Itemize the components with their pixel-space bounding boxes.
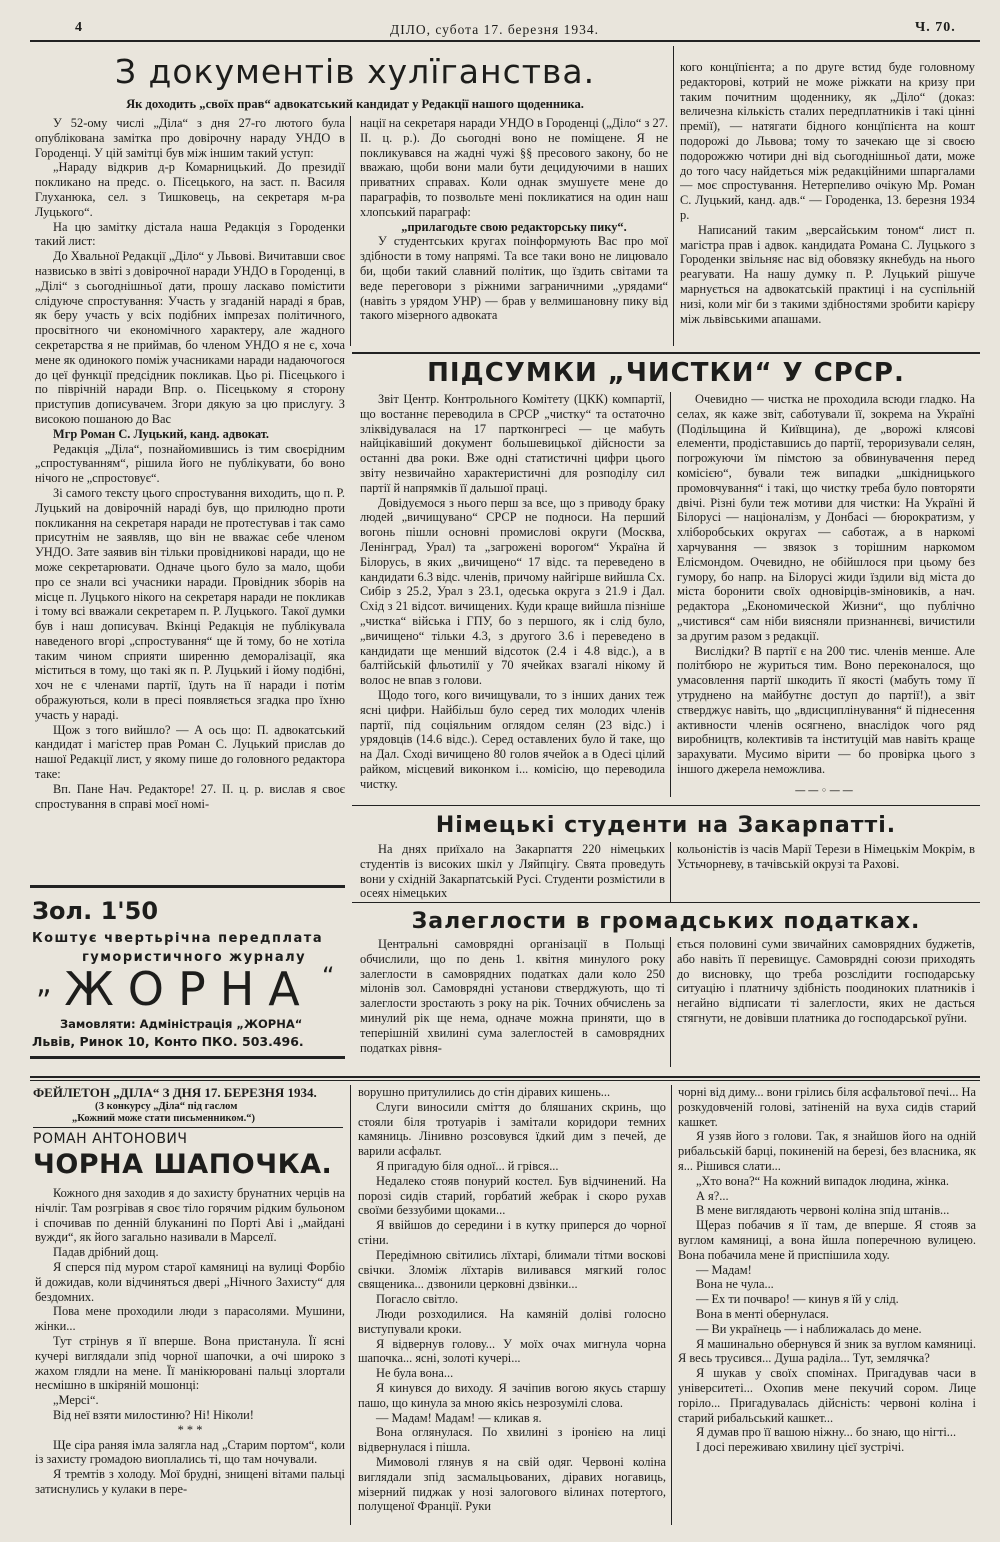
- paragraph: Вона оглянулася. По хвилині з іронією на лиці відвернулася і пішла.: [358, 1425, 666, 1455]
- feuilleton-col3: [678, 1085, 976, 1525]
- paragraph: І досі переживаю хвилину цієї зустрічі.: [696, 1440, 905, 1455]
- paragraph: кого концїпієнта; а по друге встид буде головному редакторові, котрий не може ріжкати на кризу при таким почитним щоденнику, як „Діло“ (доказ: величезна кількість сталих передплатників і такі цінні премії), — натягати бідного концїпієнта на кошт подорожі до Львова; тому то зачекаю ще зі своєю подорожжю чотири дні від сьогоднішньої дати, може до того часу найдеться між редакційними шпаргалами — моє спростування. Нетерпеливо очікую Мр. Роман С. Луцький, канд. адв.“ — Городенка, 13. березня 1934 р.: [680, 60, 975, 222]
- article2-col1: [360, 392, 665, 797]
- paragraph: Вона не чула...: [696, 1277, 774, 1292]
- column-divider: [673, 46, 674, 346]
- ad-bottom-rule: [30, 1056, 345, 1059]
- paragraph: чорні від диму... вони грілись біля асфальтової печі... На розкудовченій голові, затіненій на вуха сидів старий кашкет.: [678, 1085, 976, 1129]
- issue-number: Ч. 70.: [915, 20, 956, 35]
- paragraph: — Ви українець — і наближалась до мене.: [696, 1321, 922, 1336]
- paragraph: В мене виглядають червоні коліна зпід штанів...: [696, 1203, 950, 1218]
- feuilleton-contest-1: (З конкурсу „Діла“ під гаслом: [95, 1101, 238, 1112]
- section-rule: [352, 902, 980, 903]
- article4-title: Залеглости в громадських податках.: [411, 909, 921, 934]
- paragraph: Передімною світились лїхтарі, блимали тітми воскові свічки. Зломіж лїхтарів виливався мягкий голос священика... дзвонили церковні дзвінки...: [358, 1247, 666, 1292]
- column-divider: [671, 1085, 672, 1525]
- paragraph: Я тремтів з холоду. Мої брудні, знищені вітами пальці затиснулись у кулаки в пере-: [35, 1467, 345, 1496]
- column-divider: [670, 392, 671, 797]
- paragraph: Я ввійшов до середини і в кутку приперся до чорної стіни.: [358, 1218, 666, 1247]
- article3-col2: [677, 842, 975, 902]
- paragraph: Зі самого тексту цього спростування виходить, що п. Р. Луцький на довірочній нараді був, що прилюдно проти покликання на секретаря наради не протестував і так само присутнім не заявляв, що він не вважає себе членом УНДО. Зате заявив він тільки провідникові наради, що не може секретарювати. Одначе цього було за мало, щоби про се знали всі учасники наради. Провідник зборів на місце п. Луцького нікого на секретаря наради не покликав і тому всі вважали секретарем п. Р. Луцького. Такої думки був і наш дописувач. Вкінці Редакція не публікувала наведеного вгорі „спростування“ ще й тому, бо не хотіла таким чином сприяти ширенню деморалізації, яка міститься в тому, що такі як п. Р. Луцький і йому подібні, хоч не є членами партії, їдуть на її наради і потім ображуються, коли в пресі появляється згадка про їхню участь у нараді.: [35, 485, 345, 722]
- paragraph: А я?...: [696, 1188, 729, 1203]
- paragraph: Кожного дня заходив я до захисту брунатних черців на нічліг. Там розгрівав я своє тіло горячим рідким бульоном і спочивав по денній блуканині по Порті Аві і „майдані вужди“, як його загально називали в Марселї.: [35, 1186, 345, 1245]
- article1-subtitle: Як доходить „своїх прав“ адвокатський кандидат у Редакції нашого щоденника.: [126, 97, 584, 111]
- paragraph: Люди розходилися. На камяній доліві голосно виступували кроки.: [358, 1306, 666, 1336]
- section-rule: [352, 352, 980, 354]
- paragraph: — Ех ти почваро! — кинув я їй у слід.: [696, 1292, 899, 1307]
- column-divider: [350, 116, 351, 346]
- paragraph: Написаний таким „версайським тоном“ лист п. магістра прав і адвок. кандидата Романа С. Луцького з Городенки звільняє нас від обовязку якнебудь на нього реагувати. На нашу думку п. Р. Луцький рішуче марнується на адвокатській практиці і на суспільній низі, коли міг би з такими здібностями зробити карієру між львівськими апашами.: [680, 222, 975, 326]
- paragraph: Я кинувся до виходу. Я зачіпив вогою якусь старшу пашо, що кинула за мною якісь незрозумілі слова.: [358, 1380, 666, 1410]
- header-rule: [30, 40, 980, 42]
- paragraph: Не була вона...: [376, 1366, 454, 1381]
- paragraph: Від неї взяти милостиню? Ні! Ніколи!: [53, 1407, 254, 1422]
- paragraph: „Мерсі“.: [53, 1393, 99, 1408]
- paragraph: — Мадам!: [696, 1262, 752, 1277]
- paragraph: ворушно притулились до стін діравих кишень...: [358, 1085, 611, 1099]
- feuilleton-rule: [30, 1080, 980, 1081]
- paragraph: Я пригадую біля одної... й грівся...: [376, 1158, 559, 1173]
- paragraph: Ще сіра раняя імла залягла над „Старим портом“, коли із захисту громадою виоплались ті, що там ночували.: [35, 1437, 345, 1467]
- article1-title: З документів хулїганства.: [114, 52, 596, 91]
- paragraph: Падав дрібний дощ.: [53, 1245, 159, 1260]
- paragraph: На цю замітку дістала наша Редакція з Городенки такий лист:: [35, 219, 345, 249]
- signature: Мгр Роман С. Луцький, канд. адвокат.: [53, 426, 269, 441]
- paragraph: Недалеко стояв понурий костел. Був відчинений. На порозі сидів старий, горбатий жебрак і скоро рухав своїми беззубими щоками...: [358, 1173, 666, 1218]
- ad-journal-name: ЖОРНА: [64, 962, 314, 1016]
- paragraph: Я думав про її вашою ніжну... бо знаю, що нігті...: [696, 1425, 957, 1440]
- ad-top-rule: [30, 885, 345, 888]
- letter: До Хвальної Редакції „Діло“ у Львові. Вичитавши своє назвисько в звіті з довірочної наради УНДО в Городенці, в „Ділі“ з сьогоднішньої дати, прошу ласкаво помістити слідуюче спростування: Участь у згаданій нараді я брав, як беру участь у всіх подібних імпрезах політичного, просвітного чи економічного характеру, але жадного секретарства я не приймав, бо членом УНДО я не є, хоча мене як одинокого поміж учасниками наради надаючогося до цеї функції предсідник покликав. Цьо рі. Пісецького і по піврічній наради Впр. о. Пісецькому я сторону приступив дописувачем. Згори дякую за цю прислугу. З високою пошаною до Вас: [35, 249, 345, 426]
- paragraph: Слуги виносили сміття до бляшаних скринь, що стояли біля тротуарів і замітали коридори темних камяниць. Лінивно розсовувся їдкий дим з печей, де варили асфальт.: [358, 1099, 666, 1159]
- paragraph: На днях приїхало на Закарпаття 220 німецьких студентів із високих шкіл у Ляйпцігу. Свята проведуть вони у східній Закарпатській Русі. Студенти розмістили в осеях німецьких: [360, 842, 665, 901]
- feuilleton-title: ЧОРНА ШАПОЧКА.: [33, 1149, 333, 1180]
- ad-line1: Коштує чвертьрічна передплата: [32, 931, 324, 946]
- paragraph: Тут стрінув я її вперше. Вона пристанула. Її ясні кучері виглядали зпід чорної шапочки, а очі широко з жахом глядли на мене. Її манікюровані пальці злортали несмішно в шкіряній мошонці:: [35, 1333, 345, 1393]
- ad-order: Замовляти: Адміністрація „ЖОРНА“: [60, 1017, 303, 1031]
- article1-col2: [360, 116, 668, 346]
- paragraph: Довідуємося з нього перш за все, що з приводу браку людей „вичищувано“ СРСР не подноси. На перший вогонь пішли основні промислові округи (Москва, Ленінград, Урал) та „загрожені ворогом“ Україна й Білорусь, в яких „вичищено“ 17 відс. та переведено в кандидати 6.3 відс. членів, причому найгірше вийшла Сх. Сибір з 25.2, Урал з 23.1, одеська округа з 21.9 і Дал. Схід з 21 відсот. вичищених. Куди краще вийшла пізніше „чистка“ війська і ГПУ, бо з першого, як і слід було, „вичищено“ тільки 4.3, з другого 3.6 і переведено в кандидати ще менший відсоток (2.4 і 4.8 відс.), а в балтійській фльотилії у 70 ячейках взагалі нікому й волос не впав з голови.: [360, 495, 665, 688]
- feuilleton-rule: [30, 1076, 980, 1078]
- column-divider: [670, 937, 671, 1067]
- article4-col1: [360, 937, 665, 1072]
- paragraph: Я машинально обернувся й зник за вуглом камяниці. Я весь трусився... Душа раділа... Тут, землячка?: [678, 1336, 976, 1366]
- paragraph: У студентських кругах поінформують Вас про мої здібности в тому напрямі. Та все таки воно не лицювало би, щоби такий славний політик, що їздить світами та веде переговори з ріжними заграничними „урядами“ (навіть з урядом УНР) — брав у велмишановну пику від такого мізерного адвоката: [360, 234, 668, 323]
- article1-col3: [680, 60, 975, 350]
- paragraph: У 52-ому числі „Діла“ з дня 27-го лютого була опублікована замітка про довірочну нараду УНДО в Городенці. У цій замітці був між іншим такий уступ:: [35, 116, 345, 160]
- section-rule: [352, 805, 980, 806]
- paragraph: Я відвернув голову... У моїх очах мигнула чорна шапочка... ясні, золоті кучері...: [358, 1336, 666, 1366]
- column-divider: [350, 1085, 351, 1525]
- column-divider: [670, 842, 671, 902]
- feuilleton-contest-2: „Кожний може стати письменником.“): [72, 1113, 255, 1124]
- paragraph: Вона в менті обернулася.: [696, 1306, 829, 1321]
- article2-col2: [677, 392, 975, 782]
- paragraph: Вп. Пане Нач. Редакторе! 27. II. ц. р. вислав я своє спростування в справі моєї номі-: [35, 781, 345, 811]
- article3-title: Німецькі студенти на Закарпатті.: [435, 813, 897, 838]
- paragraph: Щож з того вийшло? — А ось що: П. адвокатський кандидат і магістер прав Роман С. Луцький прислав до нашої Редакції лист, у якому пише до головного редактора таке:: [35, 722, 345, 782]
- ad-address: Львів, Ринок 10, Конто ПКО. 503.496.: [32, 1034, 304, 1049]
- feuilleton-title-rule: [33, 1127, 343, 1128]
- paragraph: Звіт Центр. Контрольного Комітету (ЦКК) компартії, що востаннє переводила в СРСР „чистку“ та остаточно зліквідувалася на 17 партконгресі — це мабуть найцікавіший документ большевицької дійсности за останні два роки. Вже одні статистичні цифри цього звіту незвичайно характеристичні для розподілу сил партії й напрямків її дальшої праці.: [360, 392, 665, 495]
- paragraph: Очевидно — чистка не проходила всюди гладко. На селах, як каже звіт, саботували її, зокрема на Україні (Подільщина й Київщина), де „ворожі клясові елементи, продіставшись до партії, тероризували селян, погрожуючи їм пімстою за обвинувачення перед комісією“, бували теж випадки „шкідницького промовчування“ і такі, що чистку треба було повторяти двічі. Різні були теж мотиви для чистки: На Україні й Білорусі — націоналізм, у Донбасі — бюрократизм, у хліборобських округах — саботаж, а в наркомі харчування — звязок з торішним наркомом Елісмондом. Очевидно, не обійшлося при цьому без гумору, бо напр. на Білорусі жиди їздили від міста до міста боронити своїх одновірців-зміновиків, а нач. редактора „Економической Жизни“, що публічно „чистився“ сам ніби виясняли признаннєві, вичистили за другим разом з редакції.: [677, 392, 975, 643]
- article4-col2: [677, 937, 975, 1067]
- article1-col1: [35, 116, 345, 881]
- paragraph: Редакція „Діла“, познайомившись із тим своєрідним „спростуванням“, рішила його не публікувати, бо воно нічого не „спростовує“.: [35, 441, 345, 486]
- feuilleton-col1: [35, 1186, 345, 1526]
- paragraph: Вислідки? В партії є на 200 тис. членів менше. Але політбюро не журиться тим. Воно переконалося, що умасовлення партії шкодить її якості (мабуть тому її утруднено на майбутнє доступ до партії!), а звіт стверджує навіть, що „вдисциплінування“ й піднесення активности членів осягнено, внаслідок чого ряд виробництв, колективів та інституцій мав навіть краще зарахувати. Мусимо вірити — бо провірка цього з іншого джерела неможлива.: [677, 643, 975, 776]
- ad-price: Зол. 1'50: [32, 897, 159, 925]
- end-ornament: ——◦——: [794, 784, 856, 797]
- ad-quote-close: “: [322, 962, 335, 990]
- feuilleton-col2: [358, 1085, 666, 1525]
- paragraph: кольоністів із часів Марії Терези в Німецькім Мокрім, в Устьчорневу, в тачівській окрузі та Рахові.: [677, 842, 975, 871]
- paragraph: Пова мене проходили люди з парасолями. Мушини, жінки...: [35, 1304, 345, 1334]
- paragraph: Погасло світло.: [376, 1292, 459, 1307]
- paragraph: „Хто вона?“ На кожний випадок людина, жінка.: [696, 1173, 949, 1188]
- ad-line2: гумористичного журналу: [82, 950, 307, 965]
- paragraph: Мимоволі глянув я на свій одяг. Червоні коліна виглядали зпід засмальцьованих, діравих ногавиць, мізерний пиджак у нозі залогового вілинах потертого, полущеної Франції. Руки: [358, 1454, 666, 1514]
- page-number: 4: [75, 20, 83, 35]
- feuilleton-author: РОМАН АНТОНОВИЧ: [33, 1131, 188, 1147]
- paragraph: ється половині суми звичайних самоврядних буджетів, або навіть її перевищує. Самоврядні союзи приходять до висновку, що треба розслідити господарську ситуацію і платничу здібність поодиноких платників і негайно відписати ті залеглости, яких не дасться стягнути, не довівши платника до господарської руїни.: [677, 937, 975, 1025]
- paragraph: Центральні самоврядні організації в Польщі обчислили, що по день 1. квітня минулого року залеглости в самоврядних податках дали коло 250 мілонів зол. Самоврядні установи стверджують, що ті залеглости зростають з року на рік. Точних обчислень за минулий рік ще нема, одначе можна приняти, що в теперішній хвилині сума залеглостей в самоврядних податках рівня-: [360, 937, 665, 1055]
- paragraph: Я сперся під муром старої камяниці на вулиці Форбіо й дожидав, коли відчиняться двері „Нічного Захисту“ для бездомних.: [35, 1259, 345, 1304]
- quote: „Нараду відкрив д-р Комарницький. До президії покликано на предс. о. Пісецького, на заст. п. Василя Глуханюка, сел. з Тишковець, на секретаря м-ра Луцького“.: [35, 160, 345, 219]
- ad-quote-open: „: [36, 966, 52, 1001]
- paragraph: нації на секретаря наради УНДО в Городенці („Діло“ з 27. II. ц. р.). До сьогодні воно не поміщене. Я не покликувався на жадні чужі §§ пресового закону, бо не вважаю, щоби вони мали бути децидуючими в наших приватних справах. Коли однак змушуєте мене до параграфів, то позвольте мені покликатися на один наш хлопський параграф:: [360, 116, 668, 219]
- separator: * * *: [177, 1422, 203, 1437]
- paragraph: Щодо того, кого вичищували, то з інших даних теж ясні цифри. Найбільш було серед тих молодих членів партії, під соціяльним оглядом селян (23 відс.) і урядовців (14.6 відс.). Серед оставлених було й таке, що на Дал. Сході вичищено 80 голов ячейок а в Одесі цілий райком, місцевий виконком і... комісію, що переводила чистку.: [360, 687, 665, 791]
- article2-title: ПІДСУМКИ „ЧИСТКИ“ У СРСР.: [427, 358, 905, 388]
- masthead-date: ДІЛО, субота 17. березня 1934.: [390, 22, 599, 37]
- paragraph: Щераз побачив я її там, де вперше. Я стояв за вуглом камяниці, а вона йшла поперечною вулицею. Вона побачила мене й приспішила ходу.: [678, 1218, 976, 1262]
- feuilleton-rubric: ФЕЙЛЕТОН „ДІЛА“ З ДНЯ 17. БЕРЕЗНЯ 1934.: [33, 1085, 317, 1100]
- paragraph: — Мадам! Мадам! — кликав я.: [376, 1410, 542, 1425]
- quote: „прилагодьте свою редакторську пику“.: [401, 219, 627, 234]
- article3-col1: [360, 842, 665, 902]
- paragraph: Я шукав у своїх спомінах. Пригадував часи в університеті... Охопив мене пекучий сором. Лице горіло... Пригадувалась дійсність: червоні коліна і старий рибальський кашкет...: [678, 1366, 976, 1425]
- paragraph: Я узяв його з голови. Так, я знайшов його на одній рибальській барці, покиненій на березі, без власника, як я... Рішився слати...: [678, 1129, 976, 1173]
